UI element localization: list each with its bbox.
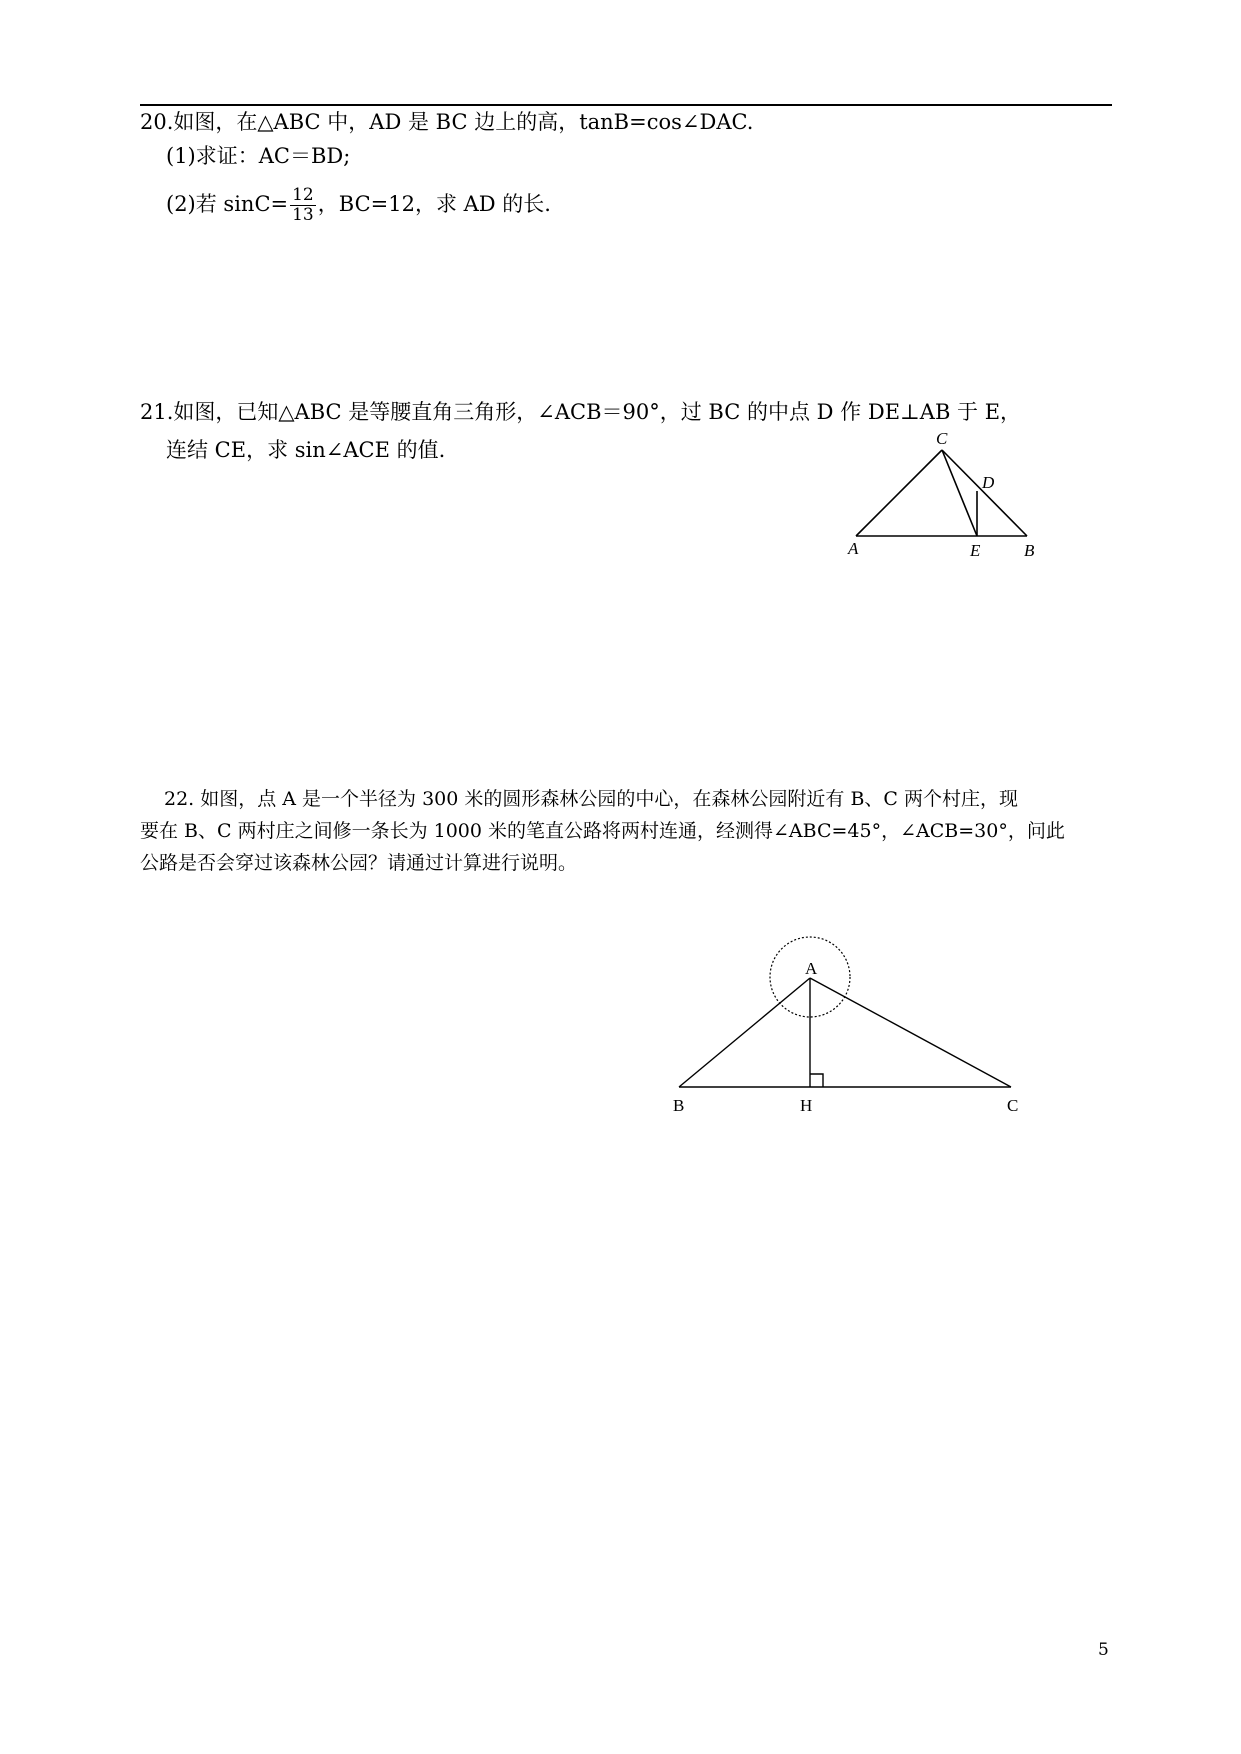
page-number: 5 xyxy=(1098,1640,1109,1660)
label-e: E xyxy=(970,541,981,560)
label-b: B xyxy=(1024,541,1035,560)
segment-cb xyxy=(942,450,1027,536)
label-a: A xyxy=(848,539,859,558)
problem-20-part-2-before: (2)若 sinC= xyxy=(166,192,289,216)
segment-ac xyxy=(810,978,1011,1087)
header-rule xyxy=(140,104,1112,106)
label-b: B xyxy=(673,1096,685,1115)
problem-21-line-1: 21.如图，已知△ABC 是等腰直角三角形，∠ACB＝90°，过 BC 的中点 D 作 DE⊥AB 于 E， xyxy=(140,400,1022,424)
label-c: C xyxy=(1007,1096,1019,1115)
problem-20-part-1: (1)求证：AC＝BD; xyxy=(166,144,351,168)
segment-ac xyxy=(856,450,942,536)
fraction xyxy=(290,186,316,225)
problem-22-line-2: 要在 B、C 两村庄之间修一条长为 1000 米的笔直公路将两村连通，经测得∠ABC=45°，∠ACB=30°，问此 xyxy=(140,820,1065,842)
fraction-denominator: 13 xyxy=(292,205,314,225)
label-a: A xyxy=(805,959,818,978)
problem-20-stem: 20.如图，在△ABC 中，AD 是 BC 边上的高，tanB=cos∠DAC. xyxy=(140,110,754,134)
label-d: D xyxy=(982,473,995,492)
right-angle-mark xyxy=(810,1074,823,1087)
label-h: H xyxy=(800,1096,813,1115)
problem-20-part-2-after: ，BC=12，求 AD 的长. xyxy=(317,192,551,216)
label-c: C xyxy=(936,429,948,448)
problem-22-line-1: 22. 如图，点 A 是一个半径为 300 米的圆形森林公园的中心，在森林公园附近有 B、C 两个村庄，现 xyxy=(164,788,1018,810)
fraction-numerator: 12 xyxy=(292,185,314,205)
segment-ab xyxy=(679,978,810,1087)
problem-20-part-2 xyxy=(166,186,551,225)
problem-22-figure xyxy=(660,920,1040,1130)
problem-21-line-2: 连结 CE，求 sin∠ACE 的值. xyxy=(166,438,446,462)
segment-ce xyxy=(942,450,977,536)
problem-21-figure xyxy=(840,430,1060,560)
problem-22-line-3: 公路是否会穿过该森林公园？请通过计算进行说明。 xyxy=(140,852,578,874)
